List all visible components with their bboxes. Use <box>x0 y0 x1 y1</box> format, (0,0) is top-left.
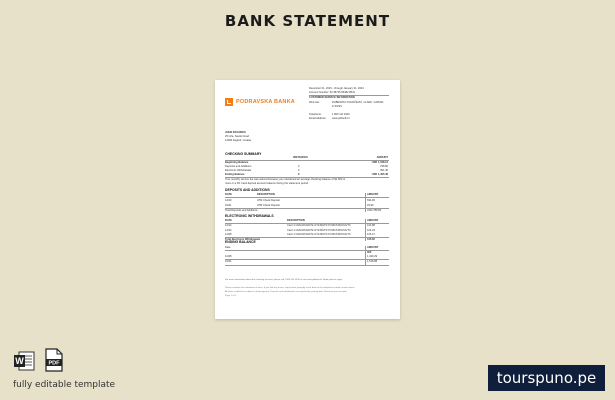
balance-amount: 1,429.29 <box>367 255 378 258</box>
divider <box>365 219 366 241</box>
column-header: DESCRIPTION <box>287 219 305 222</box>
withdrawal-amount: 106.47 <box>367 233 375 236</box>
column-header: AMOUNT <box>367 193 379 196</box>
summary-amount: 798.80 <box>380 165 388 168</box>
fee-notice: more or a Pd. bank deposit account balance during the statement period. <box>225 182 309 185</box>
word-icon-letter: W <box>15 356 24 366</box>
deposit-description: ATM Check Deposit <box>257 199 280 202</box>
summary-label: Ending Balance <box>225 173 245 176</box>
editable-caption: fully editable template <box>13 380 116 390</box>
balance-amount: 1,518.88 <box>367 260 378 263</box>
footnote: For more information about the checking account, please call 1 800 111 0100 or visit www.pdbank.hr. Bank policies apply. <box>225 279 343 281</box>
withdrawal-amount: 104.33 <box>367 229 375 232</box>
deposit-amount: 694.90 <box>367 199 375 202</box>
withdrawals-total-label: Total Electronic Withdrawals <box>225 238 261 241</box>
customer-address: 25 Ivča, Savski Grad <box>225 135 249 138</box>
customer-city: 12000 Zagreb, Croatia <box>225 139 251 142</box>
deposit-date: 01/21 <box>225 204 232 207</box>
withdrawal-date: 12/24 <box>225 229 232 232</box>
column-header: INSTANCES <box>293 156 308 159</box>
deposits-total-label: Total Deposits and Additions <box>225 209 258 212</box>
summary-label: Deposits and Additions <box>225 165 252 168</box>
electronic-title: ELECTRONIC WITHDRAWALS <box>225 214 274 218</box>
service-value: & SONS <box>332 105 342 108</box>
statement-period: December 01, 2023 - through January 31, 2024 <box>309 87 364 90</box>
service-label: Email Address: <box>309 117 327 120</box>
column-header: DESCRIPTION <box>257 193 275 196</box>
summary-amount: 351.45 <box>380 169 388 172</box>
checking-summary-title: CHECKING SUMMARY <box>225 152 262 156</box>
deposit-description: ATM Check Deposit <box>257 204 280 207</box>
column-header: AMOUNT <box>367 246 379 249</box>
summary-label: Electronic Withdrawals <box>225 169 252 172</box>
divider <box>365 193 366 212</box>
withdrawal-description: Card 1 CHM-DKA0072-GTZ-BGTR PV-BC5-BOOAVTC <box>287 233 351 236</box>
footnote: All items credited are subject to final payment. Deposits and withdrawals are reported by posting date. Retain for your records. <box>225 291 348 293</box>
service-label: Web site: <box>309 101 320 104</box>
withdrawals-total-amount: 315.65 <box>367 238 375 241</box>
pdf-icon-text: PDF <box>48 360 60 367</box>
balance-amount: 300 <box>367 251 372 254</box>
column-header: DATE <box>225 219 232 222</box>
account-number: Account Number: 62 38735 96482 8541 <box>309 91 356 94</box>
bank-logo <box>225 98 295 106</box>
brand-badge[interactable]: tourspuno.pe <box>488 365 605 391</box>
customer-name: JOHN DOLORES <box>225 131 246 134</box>
deposit-date: 12/20 <box>225 199 232 202</box>
summary-count: 3 <box>298 169 300 172</box>
withdrawal-date: 12/14 <box>225 224 232 227</box>
summary-amount: USD 1,048.13 <box>371 161 388 164</box>
withdrawal-description: Card 1 CHM-DKA0072-GTZ-BGTR PV-BC5-BOOAVTC <box>287 229 351 232</box>
summary-amount: USD 1,495.48 <box>371 173 388 176</box>
deposits-title: DEPOSITS AND ADDITIONS <box>225 188 270 192</box>
bank-name: PODRAVSKA BANKA <box>236 99 295 105</box>
divider <box>225 265 389 266</box>
footnote: Page 1 of 1 <box>225 295 237 297</box>
service-label: Telephone: <box>309 113 322 116</box>
column-header: AMOUNT <box>367 219 379 222</box>
divider <box>225 259 389 260</box>
deposit-amount: 93.90 <box>367 204 374 207</box>
footnote: Please examine this statement at once. If you find any errors, report them promptly to the bank at the telephone number shown above. <box>225 287 355 289</box>
ending-balance-title: ENDING BALANCE <box>225 240 256 244</box>
column-header: AMOUNT <box>376 156 388 159</box>
deposits-total-amount: USD 788.80 <box>367 209 382 212</box>
statement-document <box>215 80 400 319</box>
page-title: BANK STATEMENT <box>224 12 391 30</box>
summary-count: 3 <box>298 165 300 168</box>
bank-logo-icon <box>225 98 233 106</box>
balance-date: 01/31 <box>225 260 232 263</box>
summary-count: 6 <box>298 173 300 176</box>
column-header: DATE <box>225 193 232 196</box>
customer-service-title: CUSTOMER SERVICE INFORMATION <box>309 96 355 99</box>
column-header: Date <box>225 246 231 249</box>
balance-date: 12/28 <box>225 255 232 258</box>
service-value: 1 800 111 0100 <box>332 113 350 116</box>
fee-notice: Your monthly service fee was waived because you maintained an average checking balance of $1,500 or <box>225 178 346 181</box>
withdrawal-amount: 104.88 <box>367 224 375 227</box>
service-value: DUBRAVKO KOVAČEVIĆ, CLARK, CARINA <box>332 101 384 104</box>
summary-label: Beginning Balance <box>225 161 249 164</box>
service-value: www.pdbank.hr <box>332 117 350 120</box>
withdrawal-description: Card 1 CHM-DKA0072-GTZ-BGTR PV-BC5-BOOAVTC <box>287 224 351 227</box>
divider <box>365 246 366 266</box>
pdf-file-icon <box>44 348 64 372</box>
word-file-icon <box>13 350 35 372</box>
withdrawal-date: 12/28 <box>225 233 232 236</box>
